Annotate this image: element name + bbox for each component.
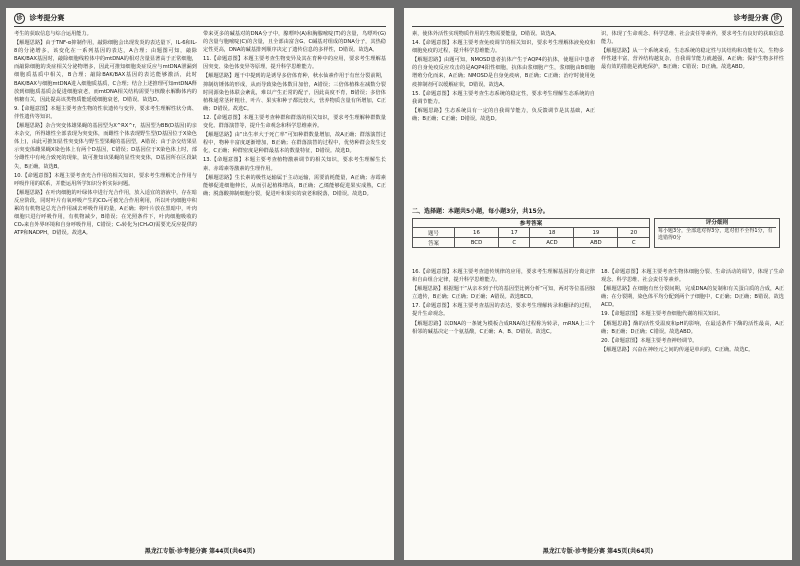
paragraph: 15.【命题意图】本题主要考查生态系统的稳定性，要求考生理解生态系统的自我调节能力。	[412, 90, 595, 105]
paragraph: 【解题思路】生长素的极性运输属于主动运输，需要消耗能量，A正确；赤霉素能够促进细胞伸长，从而引起植株增高，B正确；乙烯能够促进果实成熟，C正确；脱落酸抑制细胞分裂，促进叶和果实的衰老和脱落，D错误。故选D。	[203, 174, 386, 197]
paragraph: 【解题思路】根据题干“从亲本到子代的基因型比例分析”可知，两对等位基因独立遗传，B正确；C正确；D正确；A错误。故选BCD。	[412, 286, 595, 301]
paragraph: 考生的获取信息与综合运用能力。	[14, 31, 92, 37]
paragraph: 【解题思路】由题可知，NMOSD患者抗体产生于AQP4的抗体，使题目中患者的自身免疫反应攻击的是AQP4阳性细胞，抗体由浆细胞产生，浆细胞由B细胞增殖分化而来，A正确；NMOSD是自身免疫病，B正确；C正确；治疗时使用免疫抑制剂可以缓解症状，D错误。故选A。	[412, 57, 595, 88]
header-title: 诊考提分赛	[29, 14, 65, 22]
paragraph: 【解题思路】酶的活性受温度和pH的影响，在最适条件下酶的活性最高，A正确；B正确；D正确；C错误。故选ABD。	[601, 320, 784, 335]
paragraph: 识，体现了生命观念、科学思维、社会责任等素养，要求考生有良好的获取信息能力。	[601, 31, 784, 46]
table-header-cell: 答案	[413, 238, 455, 248]
table-header-cell: 题号	[413, 228, 455, 238]
paragraph: 【解题思路】杂合突变体雄果蝇的基因型为X^RX^r，基因型为BB(D基因)的亲本杂交，所得雄性全部表现为突变体，而雌性个体表现野生型(D基因位于X染色体上)，由此可推知显性突变体与野生型果蝇的基因型，A错误；由于杂交结果显示突变体雌果蝇X染色体上有两个D基因，C错误；D基因位于X染色体上时，部分雌性中有纯合致死的现象，故可推知该果蝇的显性突变体，D基因所在区段缺失，B正确。故选B。	[14, 123, 197, 170]
paragraph: 【解题思路】题干中提到的是诱导多倍体育种，秋水仙素作用于有丝分裂前期，抑制纺锤体的形成，从而导致染色体数目加倍，A错误；三倍体植株在减数分裂时同源染色体联会紊乱，难以产生正常的配子，因此高度不育，B错误；多倍体植株通常茎秆粗壮，叶片、果实和种子都比较大，营养物质含量有所增加，C正确；D错误。故选C。	[203, 73, 386, 112]
paragraph: 【解题思路】在叶肉细胞的叶绿体中进行光合作用，放入适宜的溶液中，存在暗反应阶段，同时叶片有氧呼吸产生的CO₂可被光合作用利用，所以叶肉细胞中积累的有机物是总光合作用减去呼吸作用的量，A正确；将叶片放在黑暗中，叶肉细胞只进行呼吸作用，有机物减少，B错误；在光照条件下，叶肉细胞吸收的CO₂来自外界环境和自身呼吸作用，C错误；C₃转化为(CH₂O)需要光反应提供的ATP和NADPH，D错误。故选A。	[14, 189, 197, 237]
paragraph: 【解题思路】由“出生率大于死亡率”可知种群数量增加，故A正确；群落演替过程中，物种丰富度逐渐增加，B正确；在群落演替的过程中，优势种群会发生变化，C正确；种群密度是种群最基本的数量特征，D错误。故选D。	[203, 132, 386, 155]
paragraph: 17.【命题意图】本题主要考查基因的表达，要求考生理解转录和翻译的过程，提升生命观念。	[412, 303, 595, 318]
paragraph: 12.【命题意图】本题主要考查种群和群落的相关知识，要求考生理解种群数量变化、群落演替等，提升生命观念和科学思维素养。	[203, 114, 386, 130]
paragraph: 16.【命题意图】本题主要考查遗传规律的应用，要求考生理解基因的分离定律和自由组合定律，提升科学思维能力。	[412, 269, 595, 284]
paragraph: 【解题思路】在细胞有丝分裂间期，完成DNA的复制和有关蛋白质的合成，A正确；在分裂期，染色体平均分配到两个子细胞中，C正确；D正确；B错误。故选ACD。	[601, 286, 784, 309]
table-cell: C	[498, 238, 530, 248]
paragraph: 18.【命题意图】本题主要考查生物体细胞分裂、生命活动的调节，体现了生命观念、科学思维、社会责任等素养。	[601, 269, 784, 284]
logo-icon: 诊	[771, 13, 782, 24]
score-rules-box	[654, 218, 780, 248]
paragraph: 19.【命题意图】本题主要考查细胞代谢的相关知识。	[601, 311, 724, 318]
paragraph: 【解题思路】以DNA的一条链为模板合成RNA的过程称为转录，mRNA上三个相邻的碱基决定一个氨基酸，C正确；A、B、D错误。故选C。	[412, 320, 595, 335]
column-left	[412, 30, 595, 200]
table-cell: ABD	[574, 238, 618, 248]
paragraph: 【解题思路】由于TNF-α抑制作用，敲除细胞会出现发炎的表达量下，IL-6和IL-8的分泌增多，该变化在一系列基因的表达，A合理；由题图可知，敲除BAK/BAX基因时，敲除细胞线粒体中的mtDNA的相对含量显著高于正常细胞，而敲除细胞的炎症相关分泌物增多，因此可推知细胞炎症反应与mtDNA泄漏到细胞质基质中相关，B合理；敲除BAK/BAX基因的表达能够激活，此时BAK/BAX与细胞mtDNA进入细胞质基质，C合理；结合上述推理可知mtDNA释放到细胞质基质会促进细胞衰老，而mtDNA相关结构需要与核酸水解酶体内的核糖有关，因此提高该类物质能延缓细胞衰老，D错误。故选D。	[14, 40, 197, 103]
paragraph: 9.【命题意图】本题主要考查生物的性状遗传与变异，要求考生理解性状分离、伴性遗传等知识。	[14, 105, 197, 120]
column-left	[14, 30, 197, 540]
page-header	[14, 12, 386, 27]
table-cell: 16	[455, 228, 499, 238]
logo-icon: 诊	[14, 13, 25, 24]
page-footer: 黑龙江专版·诊考提分赛 第45页(共64页)	[542, 548, 654, 555]
paragraph: 11.【命题意图】本题主要考查生物变异及其在育种中的应用，要求考生理解基因突变、染色体变异等原理，提升科学思维能力。	[203, 56, 386, 71]
answer-section	[412, 204, 784, 248]
page-header	[412, 12, 784, 27]
answer-table-title: 参考答案	[412, 218, 650, 227]
header-title: 诊考提分赛	[733, 14, 769, 22]
table-cell: 19	[574, 228, 618, 238]
score-rules-title: 评分细则	[658, 220, 776, 228]
page-right	[404, 8, 792, 560]
paragraph: 【解题思路】兴奋在神经元之间的传递是单向的，C正确。故选C。	[601, 346, 754, 353]
table-cell: ACD	[530, 238, 574, 248]
table-cell: 18	[530, 228, 574, 238]
column-left-lower	[412, 268, 595, 540]
paragraph: 带来更多的碱基对的DNA分子中，腺嘌呤(A)和胸腺嘧啶(T)的含量，鸟嘌呤(G)的含量与胞嘧啶(C)的含量，且全部由富含G、C碱基对组成的DNA分子，其热稳定性更高，DNA的碱基排列顺序决定了遗传信息的多样性，D错误。故选A。	[203, 31, 386, 54]
paragraph: 10.【命题意图】本题主要考查光合作用的相关知识，要求考生理解光合作用与呼吸作用的联系，并能运用所学知识分析实际问题。	[14, 172, 197, 187]
column-right-lower	[601, 268, 784, 540]
table-cell: BCD	[455, 238, 499, 248]
column-right	[203, 30, 386, 540]
table-cell: 17	[498, 228, 530, 238]
table-cell: 20	[618, 228, 650, 238]
page-footer: 黑龙江专版·诊考提分赛 第44页(共64页)	[144, 548, 256, 555]
section-title: 二、选择题：本题共5小题，每小题3分，共15分。	[412, 208, 549, 215]
paragraph: 【解题思路】生态系统具有一定的自我调节能力，负反馈调节是其基础，A正确；B正确；C正确；D错误。故选D。	[412, 107, 595, 122]
table-cell: C	[618, 238, 650, 248]
paragraph: 素，使体外活性实现物质作用的生物需要能量，D错误。故选A。	[412, 31, 560, 37]
score-rules-text: 每小题3分，全部选对得3分，选对但不全得1分，有选错得0分	[658, 228, 773, 241]
paragraph: 13.【命题意图】本题主要考查植物激素调节的相关知识，要求考生理解生长素、赤霉素等激素的生理作用。	[203, 157, 386, 172]
answer-table	[412, 227, 650, 248]
paragraph: 14.【命题意图】本题主要考查免疫调节的相关知识，要求考生理解体液免疫和细胞免疫的过程，提升科学思维能力。	[412, 40, 595, 55]
paragraph: 【解题思路】从一个系统来看，生态系统的稳定性与其结构和功能有关，生物多样性越丰富，营养结构越复杂，自我调节能力就越强，A正确；保护生物多样性最有效的措施是就地保护，B正确；C错误；D正确。故选ABD。	[601, 48, 784, 71]
paragraph: 20.【命题意图】本题主要考查神经调节。	[601, 337, 698, 344]
page-left	[6, 8, 394, 560]
